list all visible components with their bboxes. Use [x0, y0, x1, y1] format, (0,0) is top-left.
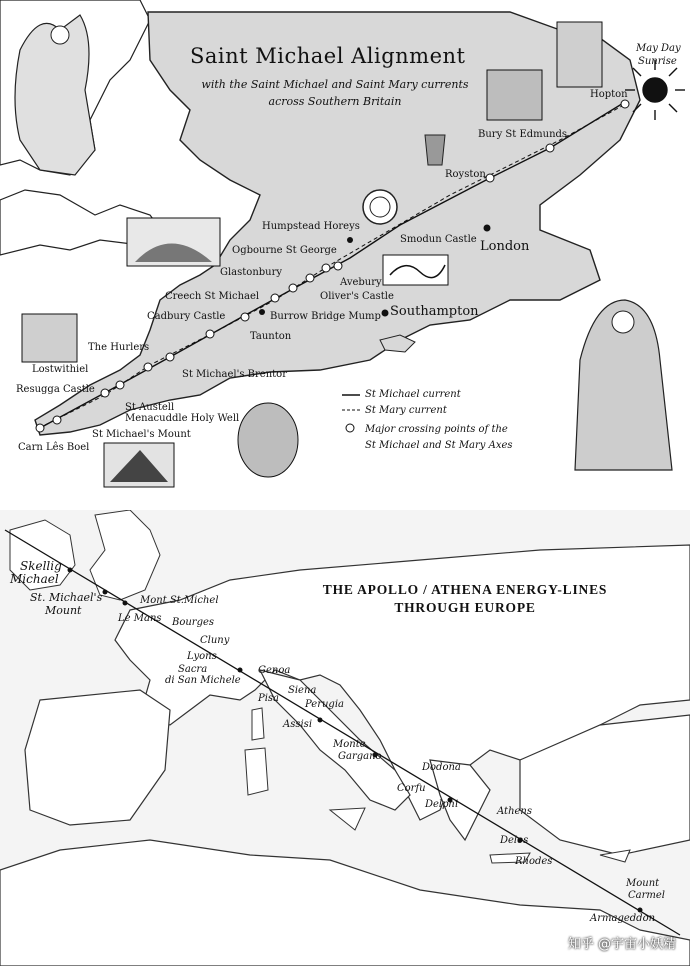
place-label: di San Michele — [165, 675, 241, 686]
place-label: Oliver's Castle — [320, 291, 394, 302]
place-label: Menacuddle Holy Well — [125, 413, 240, 424]
apollo-athena-europe-map — [0, 510, 690, 966]
place-label: Cadbury Castle — [147, 311, 226, 322]
place-label: Smodun Castle — [400, 234, 477, 245]
place-label: Dodona — [422, 762, 461, 773]
place-label: St Austell — [125, 402, 175, 413]
place-label: Lyons — [187, 651, 217, 662]
place-label: Carmel — [628, 890, 665, 901]
place-label: Carn Lês Boel — [18, 442, 90, 453]
crossing-point — [166, 353, 174, 361]
europe-map-graphic — [0, 510, 690, 966]
place-label: Monte — [333, 739, 366, 750]
place-label: Ogbourne St George — [232, 245, 337, 256]
place-label: Michael — [10, 572, 59, 586]
energy-point — [123, 601, 128, 606]
energy-point — [68, 568, 73, 573]
place-label: London — [480, 239, 530, 254]
place-label: Creech St Michael — [165, 291, 260, 302]
sardinia — [245, 748, 268, 795]
place-label: Assisi — [283, 719, 313, 730]
legend-crossing-line1: Major crossing points of the — [365, 424, 508, 435]
crossing-point — [621, 100, 629, 108]
place-label: Skellig — [20, 559, 62, 573]
crossing-point — [241, 313, 249, 321]
place-label: Avebury — [340, 277, 382, 288]
serpent-vignette — [383, 255, 448, 285]
place-label: Southampton — [390, 304, 479, 319]
place-label: Athens — [497, 806, 532, 817]
place-label: Hopton — [590, 89, 628, 100]
sun-icon — [625, 60, 685, 120]
place-label: Genoa — [258, 665, 291, 676]
tree-vignette — [238, 403, 298, 477]
place-label: Le Mans — [118, 613, 162, 624]
corsica — [252, 708, 264, 740]
place-label: Mount — [45, 604, 82, 617]
energy-point — [318, 718, 323, 723]
church-vignette — [487, 70, 542, 120]
place-label: Rhodes — [515, 856, 553, 867]
place-label: Mount — [626, 878, 660, 889]
place-label: Sacra — [178, 664, 208, 675]
place-label: The Hurlers — [88, 342, 150, 353]
place-label: Corfu — [397, 783, 426, 794]
southampton-dot — [382, 310, 389, 317]
tower-vignette — [557, 22, 602, 87]
place-label: Gargano — [338, 751, 382, 762]
europe-title-line2: THROUGH EUROPE — [394, 600, 536, 615]
font-vignette — [22, 314, 77, 362]
crossing-point — [116, 381, 124, 389]
place-label: Humpstead Horeys — [262, 221, 360, 232]
sunrise-label: Sunrise — [638, 56, 677, 67]
place-label: Bury St Edmunds — [478, 129, 568, 140]
crossing-point — [306, 274, 314, 282]
place-label: Delos — [500, 835, 529, 846]
watermark: 知乎 @宇宙小妖精 — [567, 937, 676, 952]
energy-point — [238, 668, 243, 673]
place-label: Taunton — [250, 331, 292, 342]
place-label: Pisa — [258, 693, 280, 704]
place-label: Armageddon — [590, 913, 656, 924]
crossing-point — [53, 416, 61, 424]
energy-point — [103, 590, 108, 595]
crossing-point — [36, 424, 44, 432]
place-label: Bourges — [172, 617, 215, 628]
figure-illustration — [425, 135, 445, 165]
crossing-point — [322, 264, 330, 272]
place-label: Royston — [445, 169, 486, 180]
place-label: St. Michael's — [30, 591, 103, 604]
map-subtitle-line1: with the Saint Michael and Saint Mary currents — [201, 78, 469, 91]
legend-mary: St Mary current — [365, 405, 447, 416]
legend-michael: St Michael current — [365, 389, 461, 400]
place-label: Mont St.Michel — [140, 595, 219, 606]
crossing-point — [546, 144, 554, 152]
glastonbury-dot — [259, 309, 265, 315]
place-label: St Michael's Mount — [92, 429, 191, 440]
crossing-point — [101, 389, 109, 397]
london-dot — [484, 225, 491, 232]
place-label: Perugia — [305, 699, 344, 710]
map-title: Saint Michael Alignment — [190, 44, 466, 68]
crossing-point — [144, 363, 152, 371]
place-label: Siena — [288, 685, 317, 696]
europe-title-line1: THE APOLLO / ATHENA ENERGY-LINES — [322, 582, 608, 597]
place-label: Lostwithiel — [32, 364, 89, 375]
map-subtitle-line2: across Southern Britain — [268, 95, 402, 108]
stone-circle-icon — [363, 190, 397, 224]
place-label: Cluny — [200, 635, 230, 646]
energy-point — [638, 908, 643, 913]
place-label: Burrow Bridge Mump — [270, 311, 381, 322]
place-label: Delphi — [425, 799, 459, 810]
crossing-point — [486, 174, 494, 182]
crossing-point — [334, 262, 342, 270]
may-day-label: May Day — [636, 43, 681, 54]
taunton-dot — [347, 237, 353, 243]
place-label: Resugga Castle — [16, 384, 95, 395]
place-label: Glastonbury — [220, 267, 283, 278]
legend-crossing-line2: St Michael and St Mary Axes — [365, 440, 513, 451]
crossing-point — [271, 294, 279, 302]
crossing-point — [206, 330, 214, 338]
place-label: St Michael's Brentor — [182, 369, 287, 380]
crossing-point — [289, 284, 297, 292]
